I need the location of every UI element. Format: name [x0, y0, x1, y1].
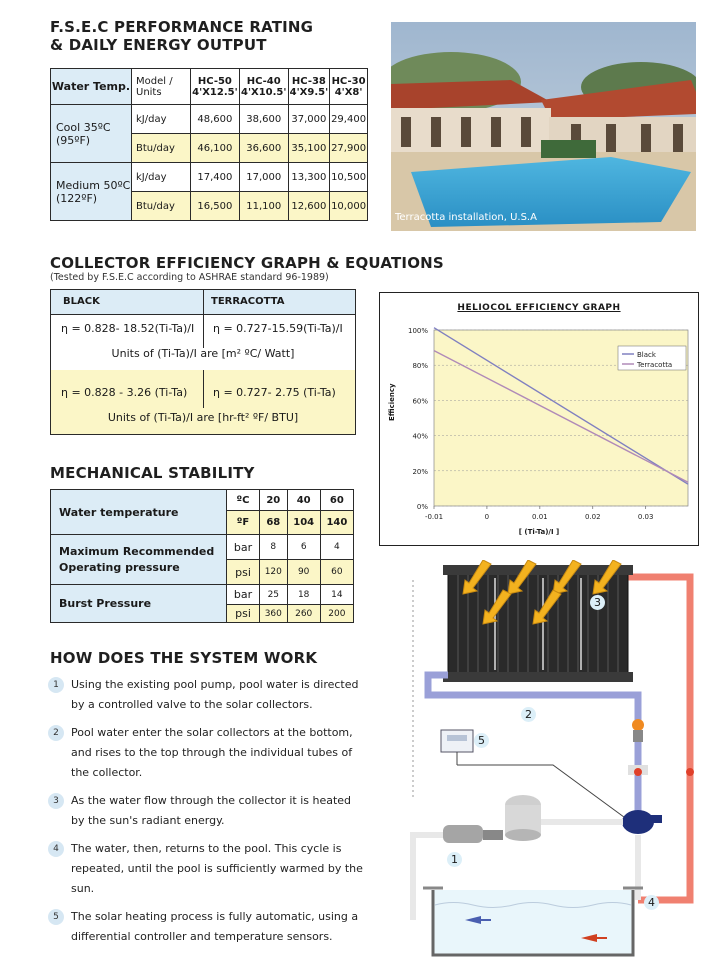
table-cell: 17,400: [191, 163, 240, 192]
water-temp-label: Water temperature: [51, 490, 227, 535]
step-text: Pool water enter the solar collectors at the bottom,: [71, 726, 353, 739]
table-cell: 48,600: [191, 105, 240, 134]
table-cell: 8: [260, 535, 288, 560]
table-cell: 13,300: [288, 163, 330, 192]
eq-black-imperial: η = 0.828 - 3.26 (Ti-Ta): [61, 386, 188, 399]
step-text: repeated, until the pool is sufficiently warmed by the: [71, 862, 363, 875]
step-2: [48, 723, 368, 783]
step-text: by the sun's radiant energy.: [71, 814, 225, 827]
unit-bar: bar: [227, 535, 260, 560]
diagram-label-collector: 3: [590, 595, 605, 610]
table-cell: 36,600: [239, 134, 288, 163]
step-5: [48, 907, 368, 947]
diagram-label-pipe: 2: [521, 707, 536, 722]
table-cell: 20: [260, 490, 288, 511]
model-hc40: HC-40 4'X10.5': [239, 69, 288, 105]
table-cell: 29,400: [330, 105, 368, 134]
model-hc50: HC-50 4'X12.5': [191, 69, 240, 105]
x-tick-label: 0.02: [584, 513, 601, 521]
table-cell: 37,000: [288, 105, 330, 134]
unit-kj: kJ/day: [132, 163, 191, 192]
step-text: differential controller and temperature sensors.: [71, 930, 333, 943]
table-cell: 46,100: [191, 134, 240, 163]
x-tick-label: 0.01: [532, 513, 548, 521]
step-text: by a controlled valve to the solar collectors.: [71, 698, 313, 711]
table-cell: 25: [260, 585, 288, 605]
step-4: [48, 839, 368, 899]
unit-fahrenheit: ºF: [227, 511, 260, 535]
table-cell: 38,600: [239, 105, 288, 134]
efficiency-subtitle: (Tested by F.S.E.C according to ASHRAE standard 96-1989): [50, 272, 329, 283]
step-text: As the water flow through the collector it is heated: [71, 794, 352, 807]
step-number: 3: [48, 793, 64, 809]
step-text: and rises to the top through the individual tubes of: [71, 746, 353, 759]
eq-black-si: η = 0.828- 18.52(Ti-Ta)/I: [61, 322, 195, 335]
unit-celsius: ºC: [227, 490, 260, 511]
model-hc30: HC-30 4'X8': [330, 69, 368, 105]
table-cell: 17,000: [239, 163, 288, 192]
x-tick-label: -0.01: [424, 513, 444, 521]
steps-list: [48, 675, 368, 947]
cool-label: Cool 35ºC (95ºF): [51, 105, 132, 163]
model-units-header: Model / Units: [132, 69, 191, 105]
pool-photo: [391, 22, 696, 231]
table-cell: 260: [287, 605, 320, 623]
mechanical-table: [50, 489, 354, 623]
eq-units-si: Units of (Ti-Ta)/I are [m² ºC/ Watt]: [111, 347, 295, 360]
system-diagram-drawing: [403, 560, 713, 960]
unit-btu: Btu/day: [132, 134, 191, 163]
efficiency-chart: [379, 292, 699, 546]
x-tick-label: 0: [484, 513, 490, 521]
step-text: The water, then, returns to the pool. This cycle is: [71, 842, 342, 855]
table-cell: 11,100: [239, 192, 288, 221]
eq-col-terracotta: TERRACOTTA: [211, 296, 285, 307]
water-temp-header: Water Temp.: [51, 69, 132, 105]
table-cell: 120: [260, 560, 288, 585]
table-cell: 12,600: [288, 192, 330, 221]
table-cell: 10,500: [330, 163, 368, 192]
unit-btu: Btu/day: [132, 192, 191, 221]
diagram-label-controller: 5: [474, 733, 489, 748]
chart-plot: [380, 293, 698, 545]
step-text: the collector.: [71, 766, 143, 779]
diagram-label-pump: 1: [447, 852, 462, 867]
legend-label: Terracotta: [637, 361, 673, 369]
table-cell: 16,500: [191, 192, 240, 221]
step-number: 2: [48, 725, 64, 741]
perf-title-line1: F.S.E.C PERFORMANCE RATING: [50, 18, 314, 36]
photo-caption: Terracotta installation, U.S.A: [395, 212, 537, 223]
table-cell: 6: [287, 535, 320, 560]
table-cell: 104: [287, 511, 320, 535]
system-diagram: [403, 560, 713, 960]
table-cell: 27,900: [330, 134, 368, 163]
perf-title-line2: & DAILY ENERGY OUTPUT: [50, 36, 267, 54]
table-cell: 60: [320, 490, 353, 511]
y-tick-label: 80%: [412, 362, 428, 371]
step-text: The solar heating process is fully automatic, using a: [71, 910, 359, 923]
how-title: HOW DOES THE SYSTEM WORK: [50, 649, 318, 667]
table-cell: 4: [320, 535, 353, 560]
y-tick-label: 0%: [416, 503, 428, 511]
table-cell: 90: [287, 560, 320, 585]
unit-psi: psi: [227, 560, 260, 585]
table-cell: 35,100: [288, 134, 330, 163]
table-cell: 14: [320, 585, 353, 605]
efficiency-title: COLLECTOR EFFICIENCY GRAPH & EQUATIONS: [50, 254, 444, 272]
perf-title: [50, 18, 313, 54]
y-tick-label: 100%: [407, 327, 428, 335]
y-tick-label: 20%: [412, 467, 428, 476]
table-cell: 18: [287, 585, 320, 605]
step-text: sun.: [71, 882, 95, 895]
table-cell: 40: [287, 490, 320, 511]
equation-box: [50, 289, 356, 435]
chart-title: HELIOCOL EFFICIENCY GRAPH: [457, 303, 621, 313]
chart-xlabel: [ (Ti-Ta)/I ]: [518, 528, 560, 536]
unit-bar: bar: [227, 585, 260, 605]
table-cell: 68: [260, 511, 288, 535]
eq-terracotta-imperial: η = 0.727- 2.75 (Ti-Ta): [213, 386, 336, 399]
eq-divider: [203, 370, 204, 408]
model-hc38: HC-38 4'X9.5': [288, 69, 330, 105]
step-number: 4: [48, 841, 64, 857]
step-number: 1: [48, 677, 64, 693]
step-1: [48, 675, 368, 715]
max-pressure-label: Maximum Recommended Operating pressure: [51, 535, 227, 585]
mech-title: MECHANICAL STABILITY: [50, 464, 255, 482]
chart-ylabel: Efficiency: [388, 383, 396, 421]
table-cell: 10,000: [330, 192, 368, 221]
legend-label: Black: [637, 351, 656, 359]
y-tick-label: 60%: [412, 397, 428, 406]
unit-psi: psi: [227, 605, 260, 623]
eq-col-black: BLACK: [63, 296, 100, 307]
y-tick-label: 40%: [412, 432, 428, 441]
table-cell: 200: [320, 605, 353, 623]
step-3: [48, 791, 368, 831]
performance-table: [50, 68, 368, 221]
table-cell: 140: [320, 511, 353, 535]
step-text: Using the existing pool pump, pool water is directed: [71, 678, 359, 691]
unit-kj: kJ/day: [132, 105, 191, 134]
step-number: 5: [48, 909, 64, 925]
burst-pressure-label: Burst Pressure: [51, 585, 227, 623]
eq-terracotta-si: η = 0.727-15.59(Ti-Ta)/I: [213, 322, 343, 335]
x-tick-label: 0.03: [637, 513, 654, 521]
diagram-label-return: 4: [644, 895, 659, 910]
table-cell: 60: [320, 560, 353, 585]
eq-units-imperial: Units of (Ti-Ta)/I are [hr-ft² ºF/ BTU]: [107, 411, 299, 424]
eq-divider: [203, 290, 204, 348]
medium-label: Medium 50ºC (122ºF): [51, 163, 132, 221]
table-cell: 360: [260, 605, 288, 623]
